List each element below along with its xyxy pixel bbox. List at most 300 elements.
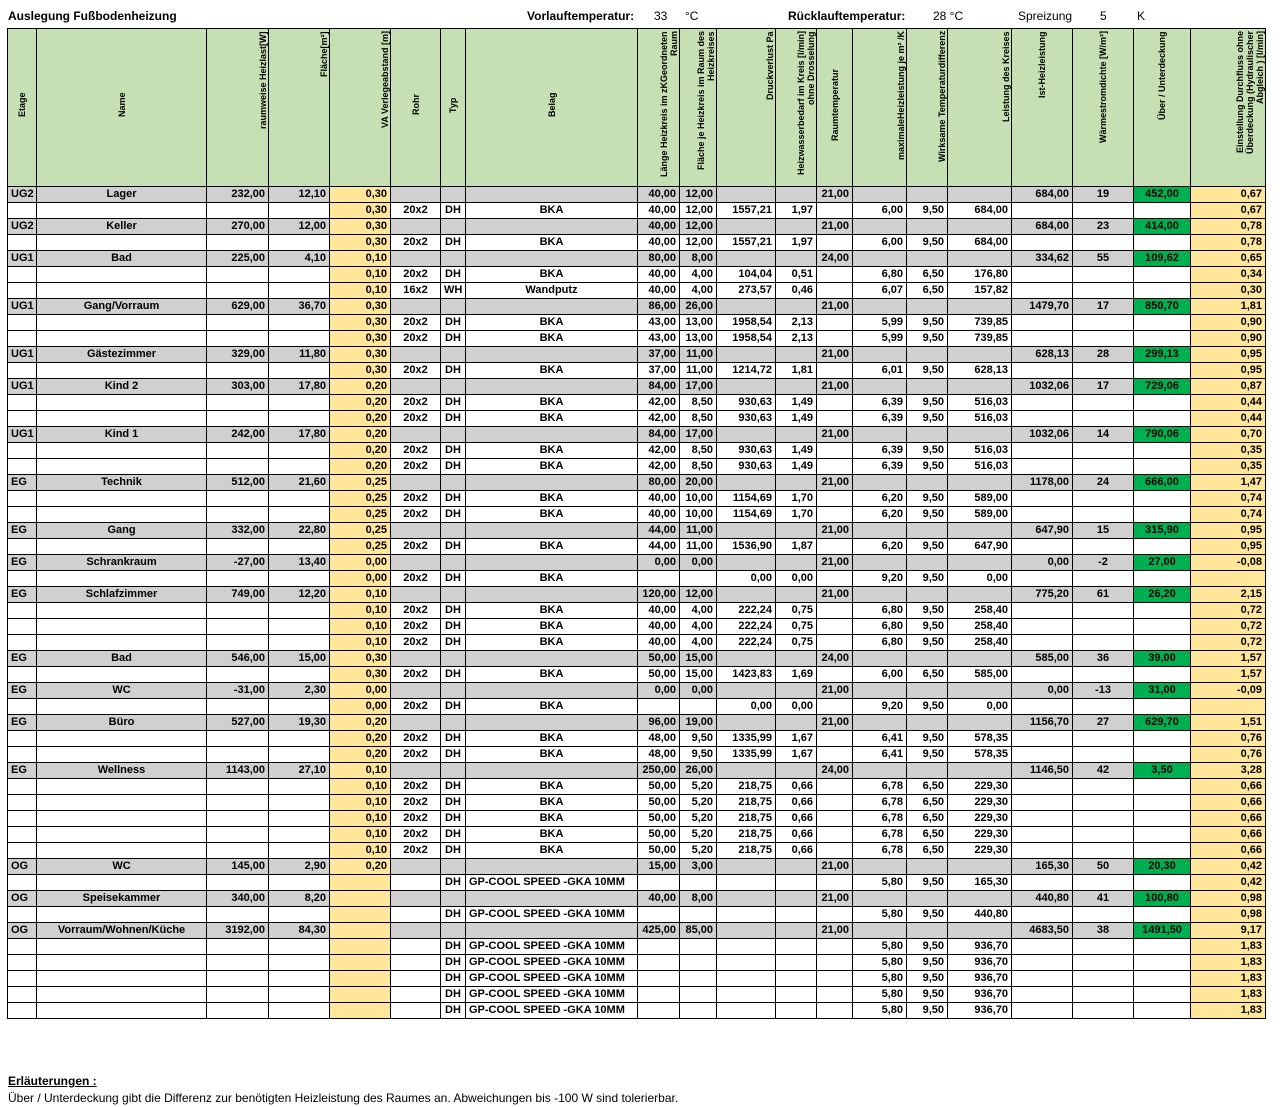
table-cell — [391, 651, 441, 667]
table-cell: 0,66 — [1191, 795, 1266, 811]
table-cell — [1012, 331, 1073, 347]
table-cell — [269, 971, 330, 987]
table-cell — [1073, 987, 1134, 1003]
table-cell — [1012, 971, 1073, 987]
table-cell: 516,03 — [948, 411, 1012, 427]
table-cell: 6,01 — [853, 363, 907, 379]
table-cell: 0,30 — [330, 299, 391, 315]
table-cell: 86,00 — [638, 299, 680, 315]
table-cell — [391, 955, 441, 971]
table-cell — [948, 347, 1012, 363]
table-cell: 37,00 — [638, 347, 680, 363]
table-cell: 242,00 — [207, 427, 269, 443]
column-header — [330, 29, 391, 187]
table-cell: 0,66 — [776, 811, 817, 827]
table-cell: 0,00 — [638, 683, 680, 699]
table-cell — [1134, 731, 1191, 747]
table-cell: 165,30 — [948, 875, 1012, 891]
table-cell: 20,00 — [680, 475, 717, 491]
table-cell: 0,20 — [330, 747, 391, 763]
table-cell: 0,66 — [776, 843, 817, 859]
table-cell: 157,82 — [948, 283, 1012, 299]
table-cell: UG1 — [8, 379, 37, 395]
table-cell — [1134, 811, 1191, 827]
table-cell: 16x2 — [391, 283, 441, 299]
table-cell — [269, 331, 330, 347]
table-cell: Büro — [37, 715, 207, 731]
table-cell — [1134, 827, 1191, 843]
table-cell: 6,00 — [853, 235, 907, 251]
table-cell: 0,66 — [776, 827, 817, 843]
table-cell — [37, 699, 207, 715]
table-cell: 42,00 — [638, 395, 680, 411]
table-cell — [907, 923, 948, 939]
table-cell: 229,30 — [948, 795, 1012, 811]
table-cell: 1557,21 — [717, 235, 776, 251]
table-cell: 666,00 — [1134, 475, 1191, 491]
table-cell: 232,00 — [207, 187, 269, 203]
table-cell — [37, 635, 207, 651]
table-cell: 40,00 — [638, 507, 680, 523]
table-cell — [8, 939, 37, 955]
table-cell: 1,49 — [776, 443, 817, 459]
column-header-label: Heizwasserbedarf im Kreis [l/min] ohne Drosselung — [796, 31, 816, 176]
table-cell: 585,00 — [1012, 651, 1073, 667]
table-cell: 0,51 — [776, 267, 817, 283]
table-cell: 0,10 — [330, 795, 391, 811]
circuit-row — [8, 459, 1266, 475]
table-cell — [1012, 747, 1073, 763]
table-cell — [1073, 235, 1134, 251]
table-cell: 36,70 — [269, 299, 330, 315]
table-cell: 17,00 — [680, 379, 717, 395]
table-cell — [776, 299, 817, 315]
table-cell — [37, 459, 207, 475]
table-cell: EG — [8, 683, 37, 699]
table-cell — [1012, 827, 1073, 843]
column-header — [638, 29, 680, 187]
table-cell — [466, 587, 638, 603]
table-cell: 1,83 — [1191, 1003, 1266, 1019]
table-cell: 1,51 — [1191, 715, 1266, 731]
table-cell — [269, 667, 330, 683]
table-cell: 0,20 — [330, 859, 391, 875]
column-header-label: Ist-Heizleistung — [1037, 31, 1047, 98]
table-cell: 0,98 — [1191, 907, 1266, 923]
table-cell — [391, 347, 441, 363]
table-cell: -31,00 — [207, 683, 269, 699]
table-cell: 516,03 — [948, 459, 1012, 475]
table-cell: 13,00 — [680, 315, 717, 331]
table-cell: 3,50 — [1134, 763, 1191, 779]
table-cell — [1012, 1003, 1073, 1019]
table-cell: 15,00 — [680, 651, 717, 667]
table-cell: 6,80 — [853, 635, 907, 651]
table-cell: 38 — [1073, 923, 1134, 939]
table-cell: 6,07 — [853, 283, 907, 299]
sheet-title: Auslegung Fußbodenheizung — [8, 9, 177, 23]
table-cell — [817, 395, 853, 411]
table-cell — [948, 187, 1012, 203]
table-cell — [776, 939, 817, 955]
table-cell: OG — [8, 923, 37, 939]
table-cell — [1073, 971, 1134, 987]
table-cell — [948, 475, 1012, 491]
room-row — [8, 555, 1266, 571]
table-cell: BKA — [466, 731, 638, 747]
table-cell: 6,39 — [853, 411, 907, 427]
table-cell — [948, 555, 1012, 571]
table-cell — [776, 555, 817, 571]
table-cell: 20x2 — [391, 747, 441, 763]
circuit-row — [8, 619, 1266, 635]
table-cell: 24,00 — [817, 763, 853, 779]
table-cell — [8, 539, 37, 555]
table-cell: 0,00 — [776, 699, 817, 715]
table-cell — [330, 987, 391, 1003]
circuit-row — [8, 955, 1266, 971]
table-cell: 229,30 — [948, 827, 1012, 843]
table-cell: 20x2 — [391, 315, 441, 331]
table-cell — [466, 923, 638, 939]
table-cell — [330, 971, 391, 987]
table-cell: BKA — [466, 363, 638, 379]
table-cell — [717, 875, 776, 891]
table-cell — [638, 875, 680, 891]
table-cell: GP-COOL SPEED -GKA 10MM — [466, 939, 638, 955]
table-cell — [37, 443, 207, 459]
table-cell — [717, 971, 776, 987]
table-cell: DH — [441, 507, 466, 523]
table-cell — [1012, 907, 1073, 923]
table-cell — [1134, 315, 1191, 331]
table-cell — [207, 283, 269, 299]
circuit-row — [8, 731, 1266, 747]
table-cell — [817, 315, 853, 331]
table-cell: 0,10 — [330, 587, 391, 603]
table-cell: 315,90 — [1134, 523, 1191, 539]
circuit-row — [8, 635, 1266, 651]
table-cell: 6,80 — [853, 267, 907, 283]
table-cell — [207, 235, 269, 251]
table-cell: 6,80 — [853, 603, 907, 619]
column-header — [1012, 29, 1073, 187]
table-cell — [1012, 203, 1073, 219]
table-cell — [1012, 315, 1073, 331]
table-cell — [207, 827, 269, 843]
table-cell: 5,80 — [853, 971, 907, 987]
table-cell — [1012, 699, 1073, 715]
table-cell — [1134, 443, 1191, 459]
column-header-label: Raumtemperatur — [829, 68, 840, 142]
table-cell: 0,90 — [1191, 315, 1266, 331]
table-cell: 5,80 — [853, 907, 907, 923]
table-cell: 0,00 — [680, 683, 717, 699]
table-cell — [1073, 507, 1134, 523]
table-cell: 0,25 — [330, 539, 391, 555]
table-cell — [207, 491, 269, 507]
table-cell — [207, 603, 269, 619]
table-cell: 21,00 — [817, 715, 853, 731]
table-cell: Bad — [37, 251, 207, 267]
table-cell — [269, 235, 330, 251]
table-cell — [441, 763, 466, 779]
table-cell — [207, 1003, 269, 1019]
table-cell: DH — [441, 363, 466, 379]
table-cell — [1134, 395, 1191, 411]
table-cell — [776, 891, 817, 907]
table-cell — [8, 811, 37, 827]
table-cell: 0,20 — [330, 395, 391, 411]
table-cell: EG — [8, 651, 37, 667]
table-cell: 0,25 — [330, 507, 391, 523]
table-cell: 14 — [1073, 427, 1134, 443]
table-cell: 9,50 — [907, 395, 948, 411]
table-cell: 20x2 — [391, 731, 441, 747]
table-cell: BKA — [466, 619, 638, 635]
table-cell: BKA — [466, 235, 638, 251]
table-cell — [269, 603, 330, 619]
table-cell: 229,30 — [948, 811, 1012, 827]
table-cell: 6,39 — [853, 395, 907, 411]
table-cell — [948, 923, 1012, 939]
table-cell — [817, 843, 853, 859]
table-cell — [680, 907, 717, 923]
table-cell — [776, 347, 817, 363]
table-cell: 9,50 — [907, 411, 948, 427]
table-cell: 6,78 — [853, 843, 907, 859]
table-cell: 9,50 — [907, 699, 948, 715]
table-cell: 6,39 — [853, 459, 907, 475]
table-cell — [207, 939, 269, 955]
table-cell — [717, 299, 776, 315]
table-cell — [907, 347, 948, 363]
table-cell: 50,00 — [638, 651, 680, 667]
table-cell: 0,20 — [330, 411, 391, 427]
table-cell: 1154,69 — [717, 491, 776, 507]
table-cell: EG — [8, 763, 37, 779]
table-cell — [37, 955, 207, 971]
table-cell: 2,13 — [776, 331, 817, 347]
table-cell — [1073, 491, 1134, 507]
table-cell: 218,75 — [717, 779, 776, 795]
table-cell: DH — [441, 795, 466, 811]
table-cell: OG — [8, 891, 37, 907]
table-cell: -27,00 — [207, 555, 269, 571]
circuit-row — [8, 747, 1266, 763]
table-cell: 1,97 — [776, 203, 817, 219]
table-cell: 229,30 — [948, 843, 1012, 859]
table-cell — [853, 187, 907, 203]
table-cell — [1134, 635, 1191, 651]
table-cell — [37, 747, 207, 763]
table-cell: 42,00 — [638, 411, 680, 427]
table-cell — [207, 635, 269, 651]
table-cell — [330, 939, 391, 955]
table-cell — [269, 315, 330, 331]
table-cell — [37, 283, 207, 299]
table-cell: 80,00 — [638, 475, 680, 491]
table-cell: DH — [441, 571, 466, 587]
table-cell — [1134, 283, 1191, 299]
notes-text: Über / Unterdeckung gibt die Differenz zur benötigten Heizleistung des Raumes an. Abweichungen bis -100 W sind tolerierbar. — [8, 1091, 679, 1105]
table-cell: 0,10 — [330, 763, 391, 779]
table-cell — [1134, 331, 1191, 347]
table-cell: 40,00 — [638, 267, 680, 283]
table-cell — [1073, 1003, 1134, 1019]
table-cell: DH — [441, 491, 466, 507]
table-cell: 4,00 — [680, 267, 717, 283]
table-cell — [1134, 939, 1191, 955]
table-cell — [776, 859, 817, 875]
table-cell — [817, 603, 853, 619]
table-cell: 20x2 — [391, 267, 441, 283]
table-cell: 9,50 — [907, 971, 948, 987]
table-cell: 80,00 — [638, 251, 680, 267]
table-cell — [37, 971, 207, 987]
table-cell — [776, 875, 817, 891]
table-cell: 109,62 — [1134, 251, 1191, 267]
table-cell: 1,67 — [776, 731, 817, 747]
table-cell: -2 — [1073, 555, 1134, 571]
table-cell: UG2 — [8, 219, 37, 235]
table-cell — [1134, 571, 1191, 587]
column-header-label: Über / Unterdeckung — [1157, 31, 1167, 120]
table-cell: 273,57 — [717, 283, 776, 299]
table-cell: BKA — [466, 667, 638, 683]
table-cell — [1134, 1003, 1191, 1019]
table-cell: 85,00 — [680, 923, 717, 939]
table-cell: 0,00 — [330, 699, 391, 715]
table-cell: DH — [441, 1003, 466, 1019]
table-cell: 20x2 — [391, 699, 441, 715]
table-cell — [207, 363, 269, 379]
table-cell: 0,20 — [330, 459, 391, 475]
table-cell — [8, 987, 37, 1003]
table-cell: Wellness — [37, 763, 207, 779]
table-cell: BKA — [466, 571, 638, 587]
table-cell: Gang/Vorraum — [37, 299, 207, 315]
room-row — [8, 475, 1266, 491]
table-cell — [37, 811, 207, 827]
table-cell — [37, 795, 207, 811]
table-cell — [1073, 395, 1134, 411]
table-cell: 0,44 — [1191, 411, 1266, 427]
table-cell — [776, 651, 817, 667]
room-row — [8, 763, 1266, 779]
table-cell — [466, 379, 638, 395]
table-cell: 1,83 — [1191, 955, 1266, 971]
table-cell: 0,76 — [1191, 747, 1266, 763]
table-cell: 20x2 — [391, 459, 441, 475]
table-cell — [391, 875, 441, 891]
table-cell: 20x2 — [391, 603, 441, 619]
table-cell: 0,00 — [1012, 683, 1073, 699]
table-cell: DH — [441, 459, 466, 475]
table-cell: 8,50 — [680, 395, 717, 411]
circuit-row — [8, 987, 1266, 1003]
table-cell — [37, 315, 207, 331]
table-cell: 8,50 — [680, 459, 717, 475]
table-cell — [8, 235, 37, 251]
table-cell: 0,00 — [330, 555, 391, 571]
table-cell — [638, 955, 680, 971]
table-cell: 340,00 — [207, 891, 269, 907]
table-cell: 1,69 — [776, 667, 817, 683]
table-cell: 6,50 — [907, 667, 948, 683]
table-cell: 1423,83 — [717, 667, 776, 683]
table-cell: 0,30 — [330, 651, 391, 667]
column-header-label: Leistung des Kreises — [1001, 31, 1011, 122]
table-cell — [37, 411, 207, 427]
table-cell: 1557,21 — [717, 203, 776, 219]
table-cell — [948, 683, 1012, 699]
table-cell: 930,63 — [717, 459, 776, 475]
table-cell — [8, 619, 37, 635]
table-cell: 5,20 — [680, 779, 717, 795]
table-cell — [1073, 731, 1134, 747]
circuit-row — [8, 827, 1266, 843]
table-cell — [776, 251, 817, 267]
circuit-row — [8, 1003, 1266, 1019]
room-row — [8, 923, 1266, 939]
table-cell — [37, 203, 207, 219]
table-cell — [1134, 235, 1191, 251]
room-row — [8, 587, 1266, 603]
table-cell: BKA — [466, 811, 638, 827]
table-cell: 12,10 — [269, 187, 330, 203]
table-cell: 0,72 — [1191, 635, 1266, 651]
circuit-row — [8, 267, 1266, 283]
table-cell — [37, 843, 207, 859]
table-cell — [907, 187, 948, 203]
table-cell — [269, 571, 330, 587]
table-cell: -0,09 — [1191, 683, 1266, 699]
circuit-row — [8, 491, 1266, 507]
table-cell: 20x2 — [391, 539, 441, 555]
table-cell — [8, 907, 37, 923]
table-cell — [269, 987, 330, 1003]
table-cell: EG — [8, 555, 37, 571]
table-cell — [717, 891, 776, 907]
table-cell — [817, 731, 853, 747]
table-cell: 19,00 — [680, 715, 717, 731]
room-row — [8, 715, 1266, 731]
table-cell — [8, 795, 37, 811]
table-cell — [1134, 955, 1191, 971]
table-cell — [907, 683, 948, 699]
table-cell — [1134, 779, 1191, 795]
table-cell — [391, 939, 441, 955]
table-cell — [269, 795, 330, 811]
table-cell — [853, 651, 907, 667]
table-cell — [638, 571, 680, 587]
table-cell: 0,25 — [330, 475, 391, 491]
table-cell — [817, 235, 853, 251]
table-cell — [638, 987, 680, 1003]
spreizung-unit: K — [1137, 9, 1146, 23]
table-cell: 440,80 — [948, 907, 1012, 923]
column-header-label: raumweise Heizlast[W] — [258, 31, 268, 129]
table-cell: 21,00 — [817, 891, 853, 907]
table-cell: 3192,00 — [207, 923, 269, 939]
table-cell: DH — [441, 667, 466, 683]
table-cell — [441, 683, 466, 699]
table-cell — [37, 571, 207, 587]
table-cell: BKA — [466, 747, 638, 763]
table-cell: 250,00 — [638, 763, 680, 779]
table-cell: 0,20 — [330, 715, 391, 731]
